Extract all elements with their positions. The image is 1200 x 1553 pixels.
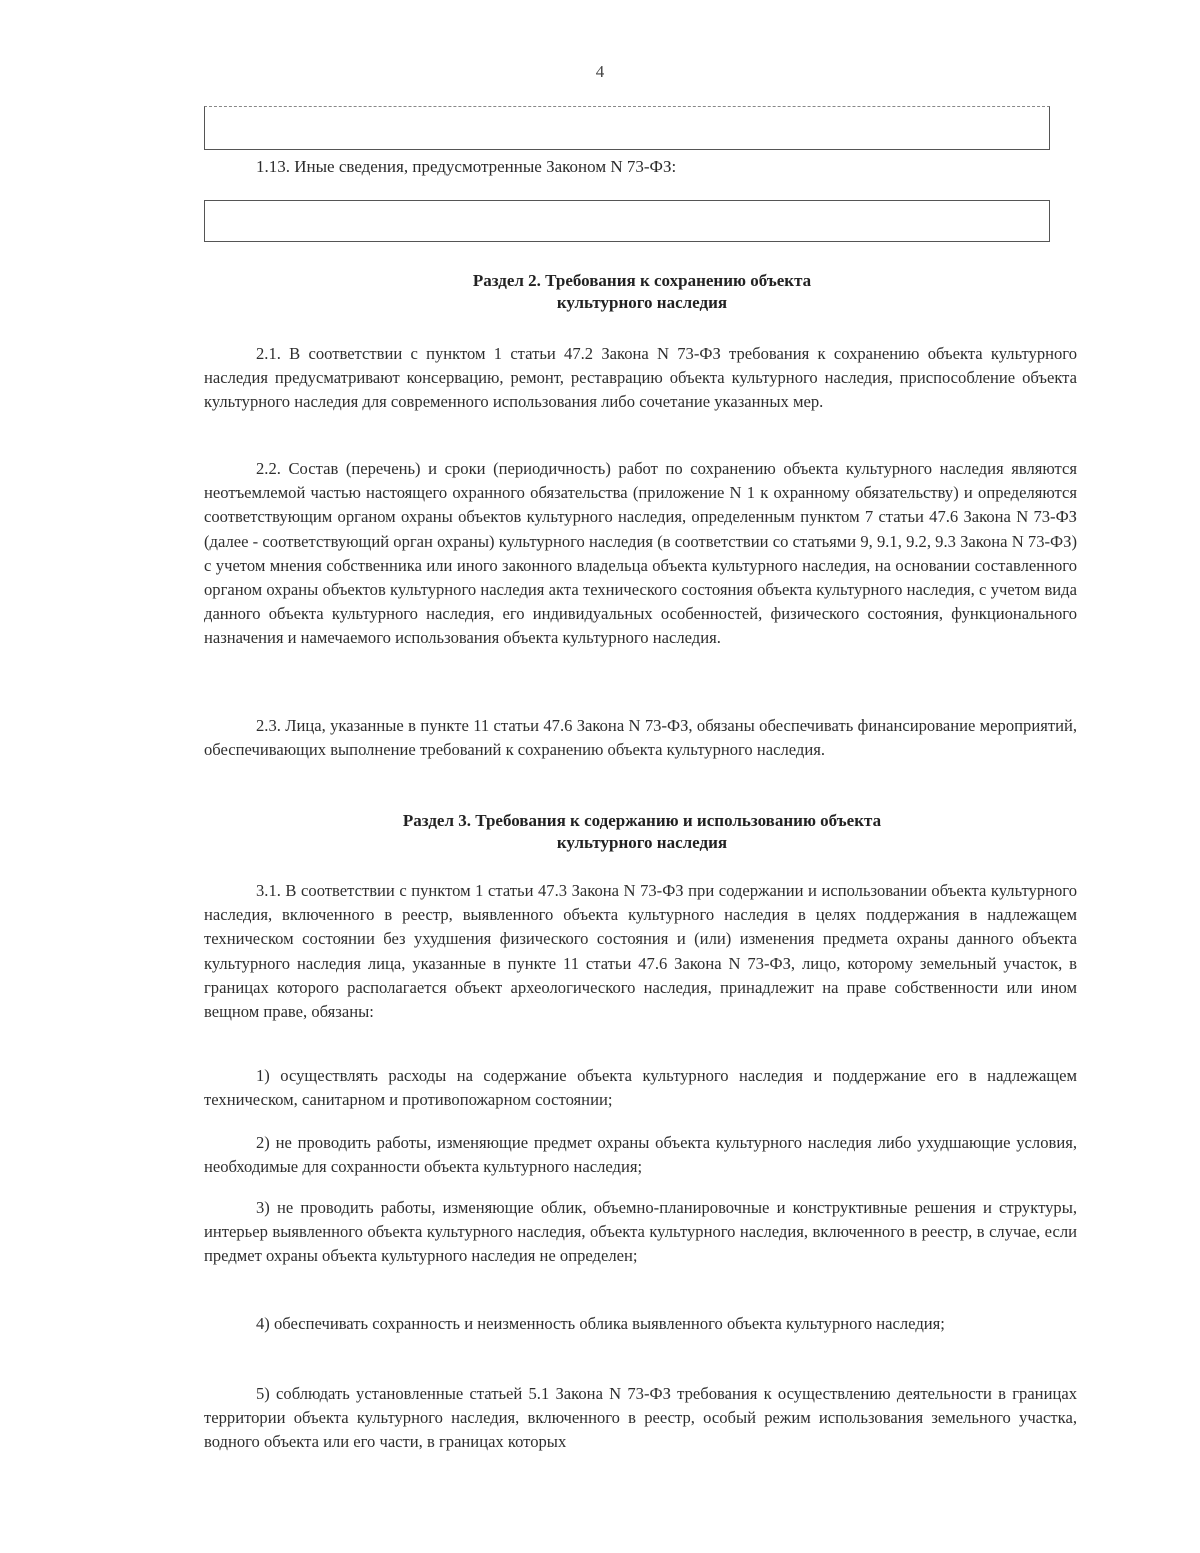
page-number: 4 <box>595 62 605 81</box>
paragraph-3-1: 3.1. В соответствии с пунктом 1 статьи 47.3 Закона N 73-ФЗ при содержании и использовании объекта культурного наследия, включенного в реестр, выявленного объекта культурного наследия в целях поддержания в надлежащем техническом состоянии без ухудшения физического состояния и (или) изменения предмета охраны данного объекта культурного наследия лица, указанные в пункте 11 статьи 47.6 Закона N 73-ФЗ, лицо, которому земельный участок, в границах которого располагается объект археологического наследия, принадлежит на праве собственности или ином вещном праве, обязаны: <box>204 881 1077 1022</box>
section-2-title-line-1: Раздел 2. Требования к сохранению объекта <box>472 271 812 290</box>
section-3-heading <box>204 810 1080 854</box>
paragraph-2-3: 2.3. Лица, указанные в пункте 11 статьи 47.6 Закона N 73-ФЗ, обязаны обеспечивать финансирование мероприятий, обеспечивающих выполнение требований к сохранению объекта культурного наследия. <box>204 716 1077 760</box>
list-item-1: 1) осуществлять расходы на содержание объекта культурного наследия и поддержание его в надлежащем техническом, санитарном и противопожарном состоянии; <box>204 1066 1077 1110</box>
list-item-5: 5) соблюдать установленные статьей 5.1 Закона N 73-ФЗ требования к осуществлению деятельности в границах территории объекта культурного наследия, включенного в реестр, особый режим использования земельного участка, водного объекта или его части, в границах которых <box>204 1384 1077 1452</box>
list-item-3: 3) не проводить работы, изменяющие облик, объемно-планировочные и конструктивные решения и структуры, интерьер выявленного объекта культурного наследия, объекта культурного наследия, включенного в реестр, в случае, если предмет охраны объекта культурного наследия не определен; <box>204 1198 1077 1266</box>
section-3-title-line-2: культурного наследия <box>556 833 728 852</box>
item-1-13-label: 1.13. Иные сведения, предусмотренные Законом N 73-ФЗ: <box>256 157 677 176</box>
empty-field-box-1-12 <box>204 106 1050 150</box>
section-2-heading <box>204 270 1080 314</box>
paragraph-2-2: 2.2. Состав (перечень) и сроки (периодичность) работ по сохранению объекта культурного наследия являются неотъемлемой частью настоящего охранного обязательства (приложение N 1 к охранному обязательству) и определяются соответствующим органом охраны объектов культурного наследия, определенным пунктом 7 статьи 47.6 Закона N 73-ФЗ (далее - соответствующий орган охраны) культурного наследия (в соответствии со статьями 9, 9.1, 9.2, 9.3 Закона N 73-ФЗ) с учетом мнения собственника или иного законного владельца объекта культурного наследия, на основании составленного органом охраны объектов культурного наследия акта технического состояния объекта культурного наследия, с учетом вида данного объекта культурного наследия, его индивидуальных особенностей, физического состояния, функционального назначения и намечаемого использования объекта культурного наследия. <box>204 459 1077 648</box>
list-item-4: 4) обеспечивать сохранность и неизменность облика выявленного объекта культурного наследия; <box>256 1314 945 1333</box>
paragraph-2-1: 2.1. В соответствии с пунктом 1 статьи 47.2 Закона N 73-ФЗ требования к сохранению объекта культурного наследия предусматривают консервацию, ремонт, реставрацию объекта культурного наследия, приспособление объекта культурного наследия для современного использования либо сочетание указанных мер. <box>204 344 1077 412</box>
section-3-title-line-1: Раздел 3. Требования к содержанию и использованию объекта <box>402 811 882 830</box>
list-item-2: 2) не проводить работы, изменяющие предмет охраны объекта культурного наследия либо ухудшающие условия, необходимые для сохранности объекта культурного наследия; <box>204 1133 1077 1177</box>
empty-field-box-1-13 <box>204 200 1050 242</box>
section-2-title-line-2: культурного наследия <box>556 293 728 312</box>
